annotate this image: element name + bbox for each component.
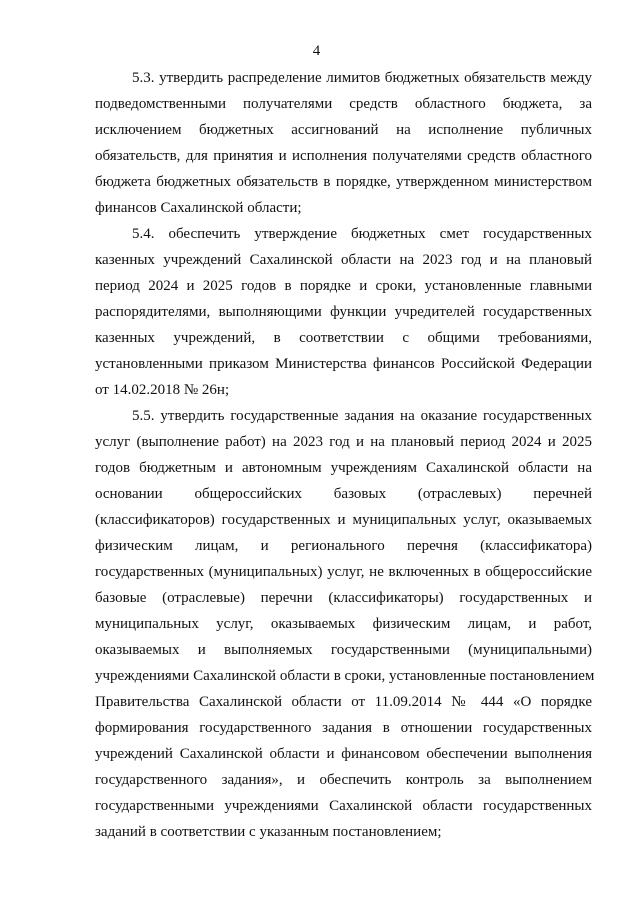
text-line: услуг (выполнение работ) на 2023 год и на плановый период 2024 и 2025 xyxy=(95,434,592,450)
text-line: государственными учреждениями Сахалинской области государственных xyxy=(95,798,592,814)
text-line: от 14.02.2018 № 26н; xyxy=(95,382,230,398)
text-line: Правительства Сахалинской области от 11.09.2014 № 444 «О порядке xyxy=(95,694,592,710)
text-line: физическим лицам, и регионального перечня (классификатора) xyxy=(95,538,592,554)
page-number: 4 xyxy=(312,43,321,59)
text-line: учреждений Сахалинской области и финансовом обеспечении выполнения xyxy=(95,746,592,762)
text-line: обязательств, для принятия и исполнения получателями средств областного xyxy=(95,148,592,164)
text-line: годов бюджетным и автономным учреждениям Сахалинской области на xyxy=(95,460,592,476)
paragraph-p-5-4 xyxy=(95,221,592,403)
paragraph-p-5-5 xyxy=(95,403,595,845)
text-line: 5.3. утвердить распределение лимитов бюджетных обязательств между xyxy=(132,70,592,86)
text-line: заданий в соответствии с указанным постановлением; xyxy=(95,824,442,840)
text-line: муниципальных услуг, оказываемых физическим лицам, и работ, xyxy=(95,616,592,632)
text-line: государственного задания», и обеспечить контроль за выполнением xyxy=(95,772,592,788)
text-line: 5.5. утвердить государственные задания на оказание государственных xyxy=(132,408,592,424)
document-body xyxy=(95,65,595,845)
text-line: распорядителями, выполняющими функции учредителей государственных xyxy=(95,304,592,320)
text-line: основании общероссийских базовых (отраслевых) перечней xyxy=(95,486,592,502)
text-line: подведомственными получателями средств областного бюджета, за xyxy=(95,96,592,112)
paragraph-p-5-3 xyxy=(95,65,592,221)
text-line: исключением бюджетных ассигнований на исполнение публичных xyxy=(95,122,592,138)
text-line: казенных учреждений Сахалинской области на 2023 год и на плановый xyxy=(95,252,592,268)
text-line: период 2024 и 2025 годов в порядке и сроки, установленные главными xyxy=(95,278,592,294)
text-line: 5.4. обеспечить утверждение бюджетных смет государственных xyxy=(132,226,592,242)
text-line: установленными приказом Министерства финансов Российской Федерации xyxy=(95,356,592,372)
text-line: учреждениями Сахалинской области в сроки, установленные постановлением xyxy=(95,668,595,684)
text-line: базовые (отраслевые) перечни (классификаторы) государственных и xyxy=(95,590,592,606)
text-line: (классификаторов) государственных и муниципальных услуг, оказываемых xyxy=(95,512,592,528)
text-line: бюджета бюджетных обязательств в порядке, утвержденном министерством xyxy=(95,174,592,190)
text-line: оказываемых и выполняемых государственными (муниципальными) xyxy=(95,642,592,658)
text-line: казенных учреждений, в соответствии с общими требованиями, xyxy=(95,330,592,346)
text-line: государственных (муниципальных) услуг, не включенных в общероссийские xyxy=(95,564,592,580)
text-line: финансов Сахалинской области; xyxy=(95,200,302,216)
text-line: формирования государственного задания в отношении государственных xyxy=(95,720,592,736)
